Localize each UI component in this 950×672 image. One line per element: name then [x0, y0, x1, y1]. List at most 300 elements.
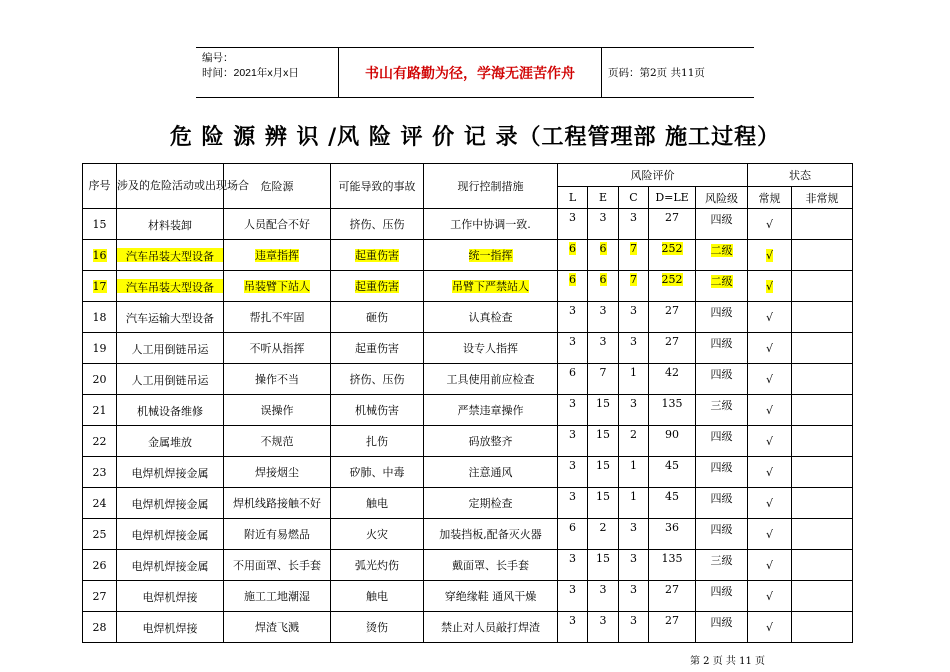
cell-d	[649, 395, 696, 426]
cell-accident-text: 起重伤害	[355, 249, 399, 262]
table-row	[83, 550, 853, 581]
cell-irregular	[792, 333, 853, 364]
cell-c-text: 1	[630, 490, 637, 503]
cell-e-text: 15	[596, 428, 610, 441]
cell-d-text: 42	[665, 366, 679, 379]
cell-irregular	[792, 395, 853, 426]
cell-e	[588, 457, 619, 488]
cell-regular	[748, 395, 792, 426]
cell-activity-text: 电焊机焊接金属	[131, 498, 209, 511]
table-row	[83, 457, 853, 488]
cell-c	[619, 364, 649, 395]
cell-no	[83, 457, 117, 488]
cell-c-text: 3	[630, 304, 637, 317]
cell-e	[588, 333, 619, 364]
cell-control-text: 吊臂下严禁站人	[452, 280, 529, 293]
cell-regular	[748, 302, 792, 333]
cell-hazard-text: 焊机线路接触不好	[233, 497, 321, 510]
cell-control	[424, 302, 558, 333]
col-status-header: 状态	[748, 164, 853, 187]
cell-e-text: 6	[599, 273, 607, 286]
cell-accident	[331, 240, 424, 271]
cell-control-text: 注意通风	[468, 466, 513, 479]
page-header	[196, 47, 754, 98]
cell-irregular	[792, 364, 853, 395]
cell-level	[696, 333, 748, 364]
cell-regular-text: √	[765, 372, 773, 386]
table-row	[83, 209, 853, 240]
cell-activity-text: 汽车吊装大型设备	[117, 279, 223, 293]
cell-level-text: 四级	[710, 337, 733, 350]
cell-no	[83, 550, 117, 581]
cell-c	[619, 302, 649, 333]
sub-header-level: 风险级	[696, 187, 748, 209]
cell-no-text: 28	[92, 620, 107, 634]
cell-l	[558, 271, 588, 302]
cell-accident-text: 矽肺、中毒	[349, 466, 405, 479]
cell-irregular	[792, 240, 853, 271]
cell-irregular	[792, 209, 853, 240]
cell-c	[619, 209, 649, 240]
cell-irregular	[792, 488, 853, 519]
cell-level-text: 四级	[710, 368, 733, 381]
cell-d	[649, 302, 696, 333]
cell-hazard	[224, 519, 331, 550]
cell-e	[588, 612, 619, 643]
cell-control	[424, 612, 558, 643]
cell-activity-text: 人工用倒链吊运	[131, 343, 209, 356]
cell-no-text: 16	[92, 248, 107, 262]
cell-hazard-text: 焊接烟尘	[255, 466, 299, 479]
cell-regular	[748, 457, 792, 488]
cell-c	[619, 519, 649, 550]
header-meta	[202, 51, 338, 81]
cell-c	[619, 426, 649, 457]
cell-e-text: 3	[599, 335, 607, 348]
cell-level-text: 二级	[710, 275, 733, 288]
cell-no	[83, 426, 117, 457]
cell-no-text: 26	[92, 558, 107, 572]
cell-activity-text: 机械设备维修	[137, 405, 203, 418]
cell-l	[558, 302, 588, 333]
cell-activity	[117, 457, 224, 488]
cell-irregular	[792, 519, 853, 550]
cell-activity	[117, 271, 224, 302]
cell-hazard-text: 不规范	[260, 435, 294, 448]
cell-e-text: 3	[599, 211, 607, 224]
cell-l-text: 3	[569, 459, 576, 472]
cell-d-text: 27	[665, 335, 679, 348]
cell-activity-text: 电焊机焊接金属	[131, 467, 209, 480]
cell-accident-text: 砸伤	[366, 311, 388, 324]
cell-accident	[331, 550, 424, 581]
cell-l-text: 3	[569, 335, 576, 348]
cell-activity-text: 金属堆放	[148, 436, 192, 449]
cell-activity-text: 电焊机焊接金属	[131, 560, 209, 573]
cell-regular	[748, 271, 792, 302]
cell-regular-text: √	[765, 310, 773, 324]
cell-irregular	[792, 612, 853, 643]
cell-hazard-text: 不听从指挥	[249, 342, 305, 355]
time-label: 时间：2021年x月x日	[202, 67, 299, 79]
cell-l	[558, 364, 588, 395]
sub-header-d: D=LE	[649, 187, 696, 209]
cell-hazard	[224, 209, 331, 240]
cell-d	[649, 488, 696, 519]
cell-d-text: 27	[665, 614, 679, 627]
cell-d	[649, 240, 696, 271]
cell-irregular	[792, 457, 853, 488]
cell-activity	[117, 426, 224, 457]
cell-no-text: 21	[92, 403, 107, 417]
cell-l	[558, 395, 588, 426]
cell-e	[588, 519, 619, 550]
cell-c-text: 7	[630, 242, 637, 255]
cell-regular	[748, 426, 792, 457]
cell-l-text: 3	[569, 211, 576, 224]
cell-activity-text: 人工用倒链吊运	[131, 374, 209, 387]
cell-activity	[117, 550, 224, 581]
cell-regular-text: √	[765, 341, 773, 355]
cell-d	[649, 457, 696, 488]
cell-hazard	[224, 271, 331, 302]
cell-activity-text: 汽车运输大型设备	[126, 312, 214, 325]
col-hazard-header: 危险源	[224, 164, 331, 209]
cell-e-text: 3	[599, 583, 607, 596]
cell-regular	[748, 209, 792, 240]
cell-l	[558, 550, 588, 581]
cell-accident	[331, 333, 424, 364]
cell-d-text: 252	[661, 242, 683, 255]
col-risk-header: 风险评价	[558, 164, 748, 187]
cell-c-text: 3	[630, 614, 637, 627]
cell-no	[83, 240, 117, 271]
cell-accident	[331, 612, 424, 643]
cell-l	[558, 581, 588, 612]
cell-e-text: 6	[599, 242, 607, 255]
cell-hazard	[224, 333, 331, 364]
cell-accident-text: 挤伤、压伤	[349, 373, 405, 386]
table-row	[83, 364, 853, 395]
cell-e-text: 15	[596, 397, 610, 410]
cell-level	[696, 240, 748, 271]
cell-irregular	[792, 426, 853, 457]
col-activity-header: 涉及的危险活动或出现场合	[117, 164, 224, 209]
cell-control-text: 严禁违章操作	[457, 404, 524, 417]
cell-activity-text: 电焊机焊接金属	[131, 529, 209, 542]
cell-accident	[331, 302, 424, 333]
cell-d	[649, 519, 696, 550]
cell-control	[424, 426, 558, 457]
cell-e	[588, 209, 619, 240]
cell-control-text: 码放整齐	[468, 435, 513, 448]
cell-regular	[748, 550, 792, 581]
sub-header-l: L	[558, 187, 588, 209]
cell-c	[619, 612, 649, 643]
cell-e-text: 2	[599, 521, 607, 534]
page-footer: 第 2 页 共 11 页	[690, 656, 765, 667]
cell-l-text: 6	[569, 366, 576, 379]
cell-l	[558, 209, 588, 240]
cell-accident	[331, 457, 424, 488]
cell-l-text: 6	[569, 273, 576, 286]
cell-control	[424, 271, 558, 302]
cell-d-text: 27	[665, 583, 679, 596]
cell-d-text: 45	[665, 459, 679, 472]
sub-header-c: C	[619, 187, 649, 209]
cell-accident-text: 起重伤害	[355, 280, 399, 293]
cell-c-text: 1	[630, 366, 637, 379]
cell-hazard-text: 违章指挥	[255, 249, 299, 262]
cell-c	[619, 333, 649, 364]
cell-control	[424, 550, 558, 581]
cell-level	[696, 457, 748, 488]
cell-c-text: 2	[630, 428, 637, 441]
cell-c-text: 1	[630, 459, 637, 472]
cell-irregular	[792, 271, 853, 302]
cell-d	[649, 581, 696, 612]
cell-accident-text: 机械伤害	[355, 404, 399, 417]
col-accident-header: 可能导致的事故	[331, 164, 424, 209]
cell-level	[696, 395, 748, 426]
cell-level-text: 四级	[710, 616, 733, 629]
cell-no-text: 24	[92, 496, 107, 510]
cell-c-text: 3	[630, 397, 637, 410]
cell-accident-text: 火灾	[366, 528, 388, 541]
cell-l	[558, 333, 588, 364]
cell-level-text: 四级	[710, 492, 733, 505]
number-label: 编号：	[202, 52, 234, 64]
cell-d-text: 36	[665, 521, 679, 534]
cell-d	[649, 426, 696, 457]
header-motto: 书山有路勤为径，学海无涯苦作舟	[338, 48, 602, 97]
cell-l-text: 3	[569, 428, 576, 441]
cell-regular	[748, 333, 792, 364]
cell-control-text: 设专人指挥	[463, 342, 518, 355]
cell-e-text: 15	[596, 490, 610, 503]
cell-control	[424, 581, 558, 612]
cell-l-text: 3	[569, 304, 576, 317]
cell-accident-text: 起重伤害	[355, 342, 399, 355]
cell-hazard	[224, 457, 331, 488]
cell-e	[588, 302, 619, 333]
cell-accident	[331, 488, 424, 519]
cell-d-text: 252	[661, 273, 683, 286]
cell-e-text: 3	[599, 614, 607, 627]
cell-no	[83, 488, 117, 519]
cell-no	[83, 519, 117, 550]
cell-accident-text: 弧光灼伤	[355, 559, 399, 572]
cell-hazard	[224, 426, 331, 457]
cell-d-text: 27	[665, 211, 679, 224]
cell-c-text: 3	[630, 583, 637, 596]
cell-level	[696, 364, 748, 395]
cell-no	[83, 612, 117, 643]
cell-accident	[331, 271, 424, 302]
cell-accident	[331, 519, 424, 550]
cell-control	[424, 488, 558, 519]
cell-control-text: 认真检查	[468, 311, 513, 324]
cell-l-text: 3	[569, 397, 576, 410]
cell-accident	[331, 581, 424, 612]
cell-level-text: 四级	[710, 430, 733, 443]
cell-accident-text: 触电	[366, 590, 388, 603]
cell-no-text: 27	[92, 589, 107, 603]
cell-d-text: 90	[665, 428, 679, 441]
cell-c-text: 3	[630, 211, 637, 224]
cell-hazard	[224, 302, 331, 333]
cell-e	[588, 488, 619, 519]
cell-level-text: 四级	[710, 461, 733, 474]
sub-header-irregular: 非常规	[792, 187, 853, 209]
cell-c	[619, 395, 649, 426]
cell-activity	[117, 581, 224, 612]
cell-control-text: 禁止对人员敲打焊渣	[441, 621, 540, 634]
cell-level	[696, 519, 748, 550]
table-row	[83, 612, 853, 643]
page-info: 页码：第2页 共11页	[608, 67, 705, 79]
cell-e	[588, 395, 619, 426]
cell-no	[83, 302, 117, 333]
cell-hazard-text: 附近有易燃品	[244, 528, 310, 541]
cell-level	[696, 271, 748, 302]
cell-control-text: 加装挡板,配备灭火器	[439, 528, 542, 541]
cell-accident-text: 挤伤、压伤	[349, 218, 405, 231]
cell-accident	[331, 426, 424, 457]
cell-irregular	[792, 550, 853, 581]
cell-activity-text: 电焊机焊接	[142, 591, 198, 604]
cell-hazard-text: 不用面罩、长手套	[233, 559, 321, 572]
cell-control-text: 统一指挥	[468, 249, 513, 262]
cell-regular-text: √	[765, 465, 773, 479]
cell-c	[619, 457, 649, 488]
cell-regular	[748, 488, 792, 519]
col-seq-header: 序号	[83, 164, 117, 209]
cell-d-text: 27	[665, 304, 679, 317]
cell-accident	[331, 209, 424, 240]
cell-level-text: 四级	[710, 523, 733, 536]
cell-l-text: 3	[569, 552, 576, 565]
cell-l-text: 3	[569, 614, 576, 627]
cell-l	[558, 240, 588, 271]
cell-activity	[117, 333, 224, 364]
cell-c-text: 3	[630, 552, 637, 565]
cell-regular	[748, 240, 792, 271]
cell-e	[588, 581, 619, 612]
cell-level	[696, 488, 748, 519]
cell-d-text: 135	[661, 552, 683, 565]
cell-control	[424, 364, 558, 395]
cell-c-text: 3	[630, 335, 637, 348]
table-row	[83, 333, 853, 364]
cell-activity	[117, 488, 224, 519]
cell-activity	[117, 519, 224, 550]
cell-regular	[748, 519, 792, 550]
cell-e-text: 15	[596, 552, 610, 565]
cell-hazard-text: 施工工地潮湿	[244, 590, 310, 603]
cell-activity	[117, 364, 224, 395]
cell-control	[424, 209, 558, 240]
cell-activity	[117, 395, 224, 426]
cell-activity	[117, 209, 224, 240]
cell-control-text: 戴面罩、长手套	[452, 559, 529, 572]
cell-hazard	[224, 395, 331, 426]
cell-control	[424, 457, 558, 488]
table-body	[83, 209, 853, 643]
cell-d	[649, 271, 696, 302]
cell-regular	[748, 364, 792, 395]
cell-e	[588, 240, 619, 271]
cell-no-text: 25	[92, 527, 107, 541]
cell-level	[696, 209, 748, 240]
cell-regular	[748, 612, 792, 643]
cell-regular-text: √	[765, 217, 773, 231]
cell-e	[588, 271, 619, 302]
cell-level-text: 三级	[710, 399, 733, 412]
cell-l-text: 6	[569, 521, 576, 534]
table-row	[83, 426, 853, 457]
risk-assessment-table	[82, 163, 853, 643]
cell-no	[83, 364, 117, 395]
cell-e	[588, 364, 619, 395]
cell-activity-text: 材料装卸	[148, 219, 192, 232]
cell-hazard	[224, 550, 331, 581]
cell-l	[558, 426, 588, 457]
cell-hazard-text: 操作不当	[255, 373, 299, 386]
table-row	[83, 488, 853, 519]
table-row	[83, 302, 853, 333]
cell-no-text: 17	[92, 279, 107, 293]
cell-d	[649, 364, 696, 395]
cell-hazard-text: 焊渣飞溅	[255, 621, 299, 634]
cell-accident-text: 烫伤	[366, 621, 388, 634]
cell-e-text: 7	[599, 366, 607, 379]
cell-activity-text: 电焊机焊接	[142, 622, 198, 635]
cell-activity	[117, 302, 224, 333]
cell-l-text: 3	[569, 583, 576, 596]
cell-level-text: 四级	[710, 213, 733, 226]
cell-irregular	[792, 581, 853, 612]
cell-level	[696, 581, 748, 612]
cell-control-text: 穿绝缘鞋 通风干燥	[444, 590, 537, 603]
cell-hazard	[224, 581, 331, 612]
sub-header-regular: 常规	[748, 187, 792, 209]
cell-hazard	[224, 364, 331, 395]
cell-no	[83, 333, 117, 364]
cell-hazard-text: 吊装臂下站人	[244, 280, 310, 293]
cell-no	[83, 395, 117, 426]
cell-no-text: 15	[92, 217, 107, 231]
table-row	[83, 240, 853, 271]
cell-regular-text: √	[765, 558, 773, 572]
cell-level	[696, 550, 748, 581]
cell-activity	[117, 240, 224, 271]
cell-regular-text: √	[765, 496, 773, 510]
cell-c	[619, 240, 649, 271]
cell-d-text: 45	[665, 490, 679, 503]
cell-l	[558, 488, 588, 519]
cell-c	[619, 271, 649, 302]
cell-hazard-text: 帮扎不牢固	[249, 311, 305, 324]
cell-accident-text: 扎伤	[366, 435, 388, 448]
cell-activity	[117, 612, 224, 643]
cell-level	[696, 426, 748, 457]
cell-hazard	[224, 488, 331, 519]
cell-e-text: 3	[599, 304, 607, 317]
cell-no-text: 22	[92, 434, 107, 448]
table-row	[83, 581, 853, 612]
cell-regular-text: √	[765, 403, 773, 417]
